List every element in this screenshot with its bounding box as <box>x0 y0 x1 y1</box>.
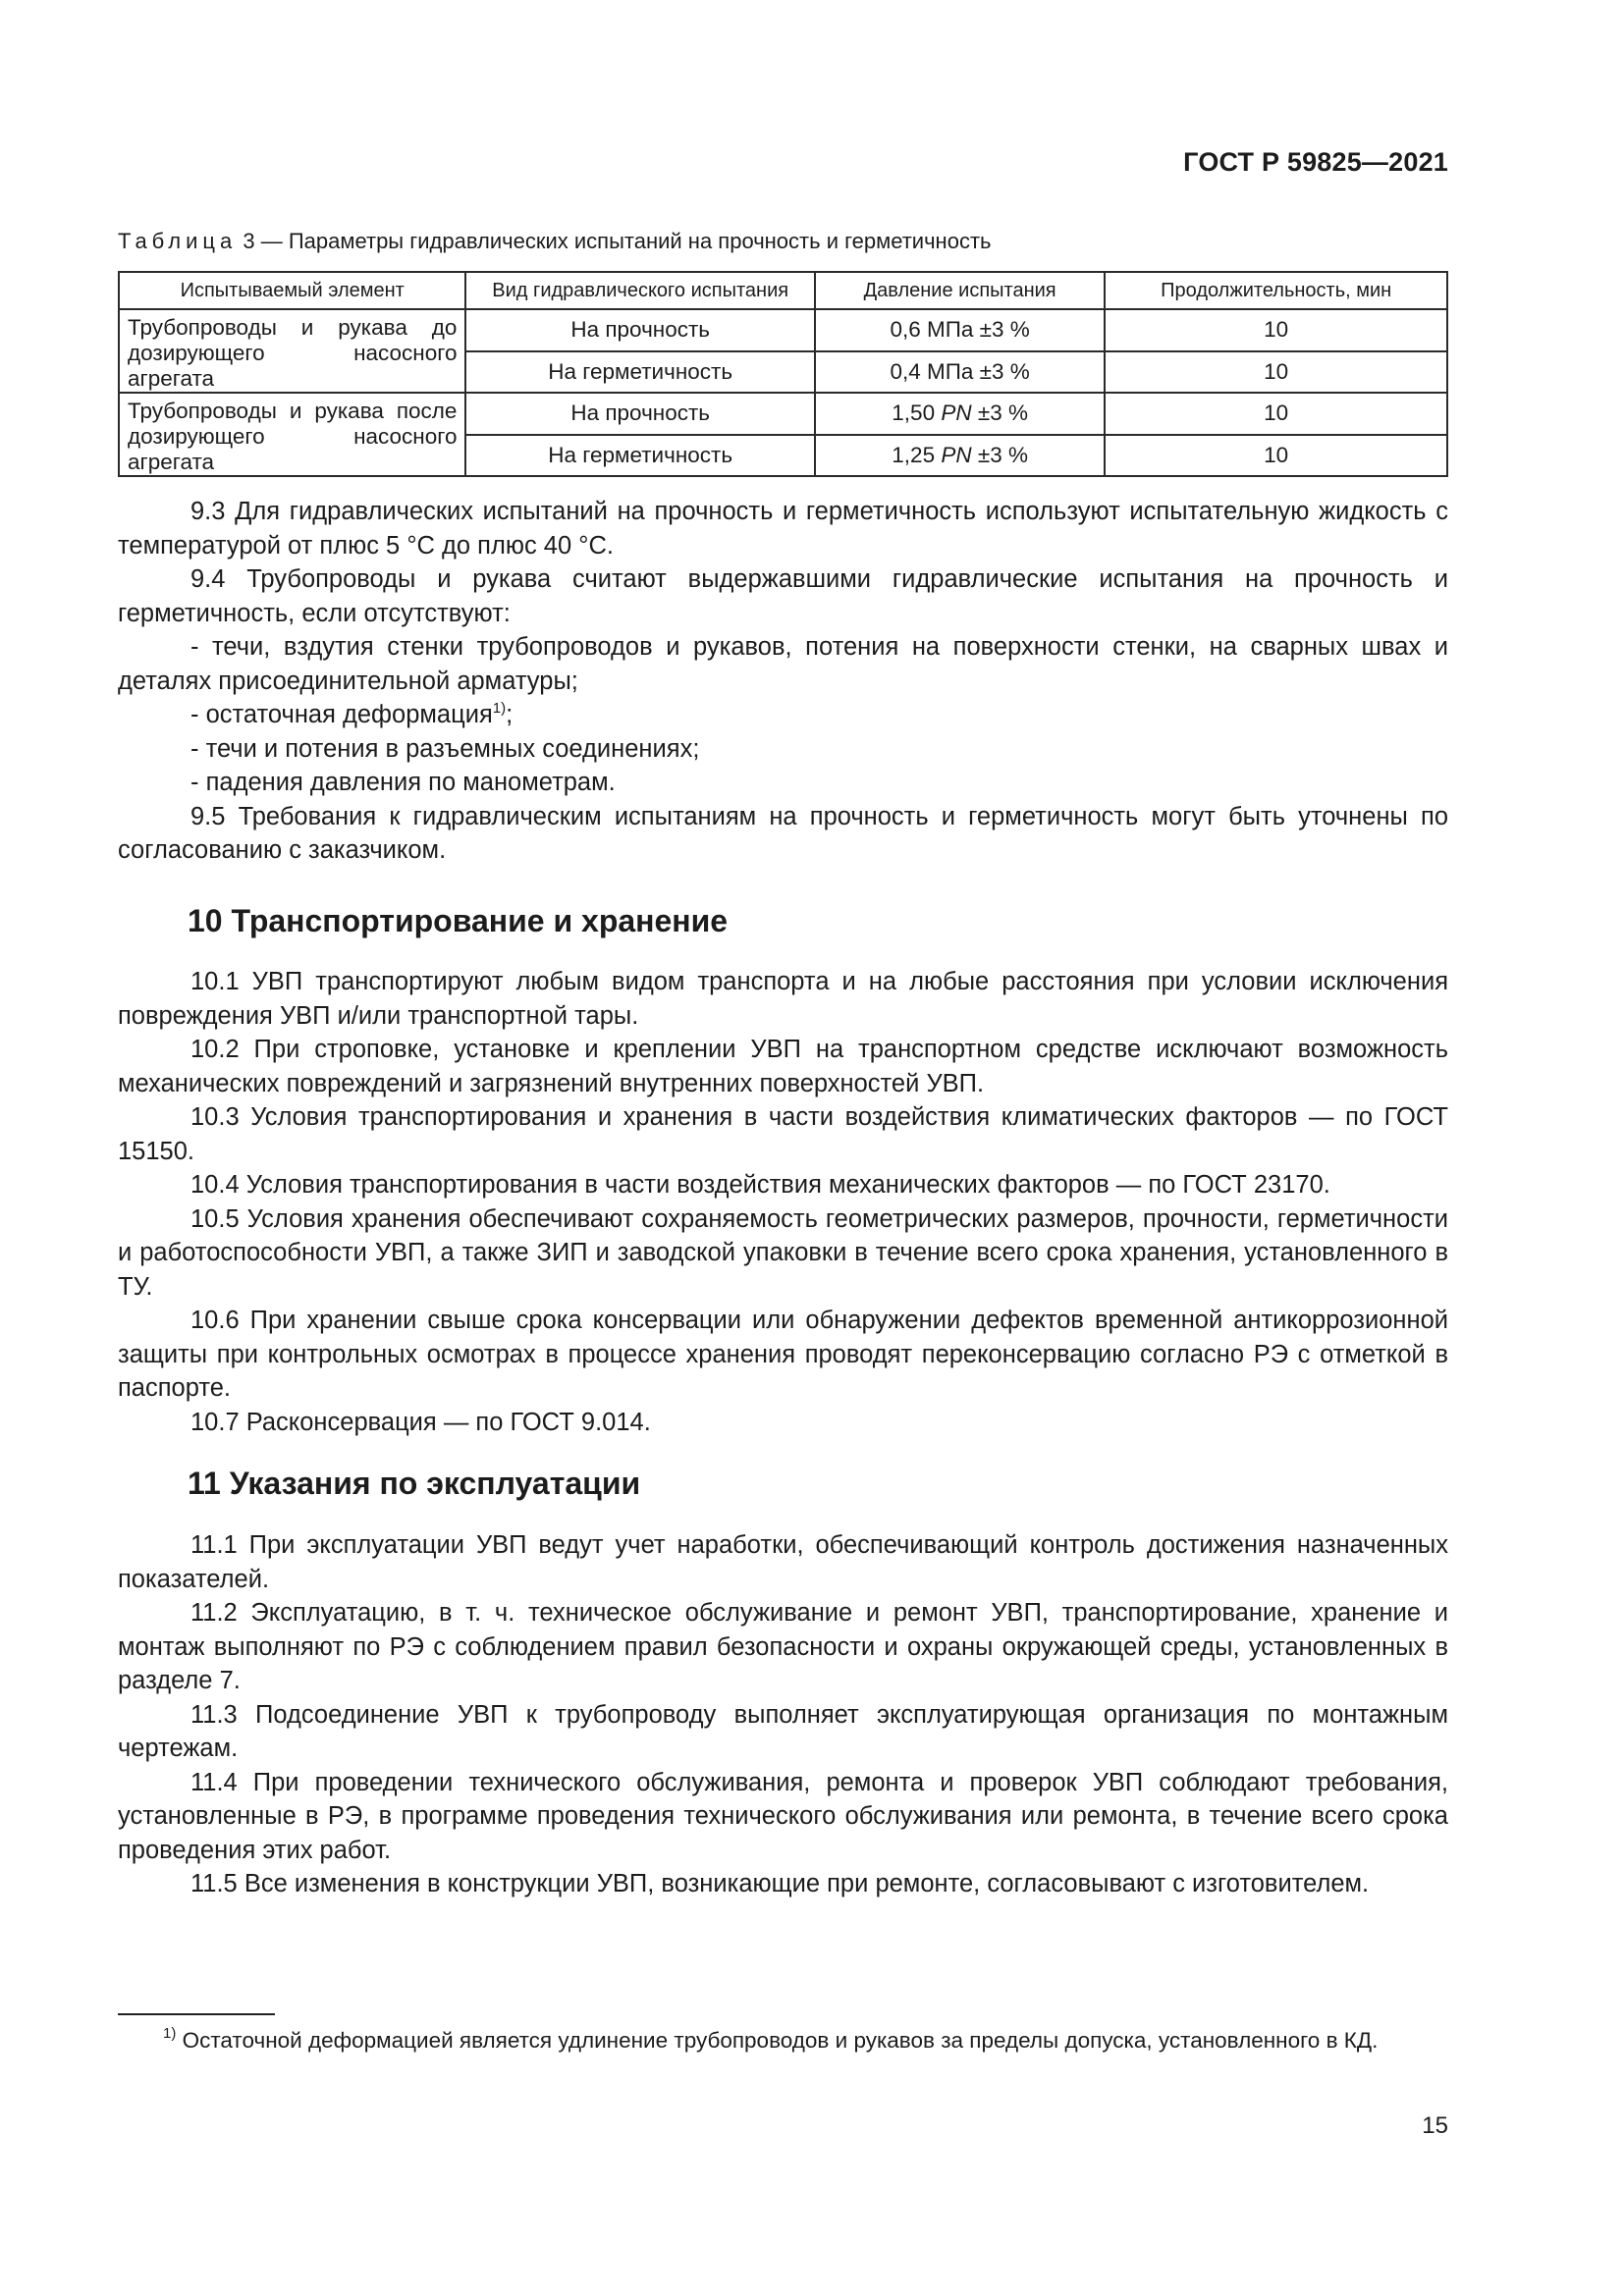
header-cell-test-type: Вид гидравлического испытания <box>465 272 814 309</box>
header-cell-pressure: Давление испытания <box>815 272 1105 309</box>
pressure-number: 1,50 <box>892 400 942 426</box>
pressure-number: 1,25 <box>892 442 942 467</box>
paragraph-11-4: 11.4 При проведении технического обслуживания, ремонта и проверок УВП соблюдают требования, установленные в РЭ, в программе проведения технического обслуживания или ремонта, в течение всего срока проведения этих работ. <box>118 1768 1448 1864</box>
paragraph-10-7: 10.7 Расконсервация — по ГОСТ 9.014. <box>190 1408 651 1436</box>
section-11-text <box>118 1528 1448 1901</box>
table-caption-text: 3 — Параметры гидравлических испытаний на прочность и герметичность <box>237 229 992 253</box>
document-code: ГОСТ Р 59825—2021 <box>1183 147 1448 177</box>
list-item: - течи и потения в разъемных соединениях; <box>190 734 700 763</box>
paragraph-11-3: 11.3 Подсоединение УВП к трубопроводу выполняет эксплуатирующая организация по монтажным чертежам. <box>118 1700 1448 1762</box>
paragraph-10-1: 10.1 УВП транспортируют любым видом транспорта и на любые расстояния при условии исключения повреждения УВП и/или транспортной тары. <box>118 968 1448 1030</box>
list-item-end: ; <box>506 701 514 728</box>
element-cell: Трубопроводы и рукава до дозирующего насосного агрегата <box>119 309 465 393</box>
header-cell-element: Испытываемый элемент <box>119 272 465 309</box>
table-caption <box>118 229 991 254</box>
pressure-pn: PN <box>941 442 972 467</box>
page-number: 15 <box>1422 2112 1448 2139</box>
test-type-cell: На герметичность <box>465 435 814 477</box>
list-item-text: - остаточная деформация <box>190 701 493 728</box>
paragraph-11-2: 11.2 Эксплуатацию, в т. ч. техническое обслуживание и ремонт УВП, транспортирование, хранение и монтаж выполняют по РЭ с соблюдением правил безопасности и охраны окружающей среды, установленных в разделе 7. <box>118 1599 1448 1694</box>
pressure-cell <box>815 435 1105 477</box>
paragraph-9-3: 9.3 Для гидравлических испытаний на прочность и герметичность используют испытательную жидкость с температурой от плюс 5 °С до плюс 40 °С. <box>118 498 1448 560</box>
header-cell-duration: Продолжительность, мин <box>1105 272 1447 309</box>
section-10-text <box>118 965 1448 1439</box>
table-header-row <box>119 272 1447 309</box>
element-cell: Трубопроводы и рукава после дозирующего насосного агрегата <box>119 393 465 476</box>
footnote <box>118 2025 1448 2056</box>
duration-cell: 10 <box>1105 435 1447 477</box>
footnote-marker: 1) <box>163 2025 177 2042</box>
paragraph-10-2: 10.2 При строповке, установке и креплении УВП на транспортном средстве исключают возможность механических повреждений и загрязнений внутренних поверхностей УВП. <box>118 1036 1448 1097</box>
test-type-cell: На прочность <box>465 393 814 435</box>
paragraph-9-5: 9.5 Требования к гидравлическим испытаниям на прочность и герметичность могут быть уточнены по согласованию с заказчиком. <box>118 802 1448 864</box>
pressure-cell: 0,6 МПа ±3 % <box>815 309 1105 351</box>
paragraph-11-1: 11.1 При эксплуатации УВП ведут учет наработки, обеспечивающий контроль достижения назначенных показателей. <box>118 1531 1448 1593</box>
list-item: - падения давления по манометрам. <box>190 769 616 796</box>
list-item: - течи, вздутия стенки трубопроводов и рукавов, потения на поверхности стенки, на сварных швах и деталях присоединительной арматуры; <box>118 633 1448 695</box>
footnote-text: Остаточной деформацией является удлинение трубопроводов и рукавов за пределы допуска, установленного в КД. <box>176 2028 1379 2053</box>
section-10-heading: 10 Транспортирование и хранение <box>188 903 729 938</box>
pressure-pn: PN <box>941 400 972 426</box>
duration-cell: 10 <box>1105 393 1447 435</box>
footnote-reference: 1) <box>492 700 507 717</box>
pressure-tolerance: ±3 % <box>971 400 1028 426</box>
paragraph-10-5: 10.5 Условия хранения обеспечивают сохраняемость геометрических размеров, прочности, герметичности и работоспособности УВП, а также ЗИП и заводской упаковки в течение всего срока хранения, установленного в ТУ. <box>118 1204 1448 1301</box>
pressure-cell <box>815 393 1105 435</box>
duration-cell: 10 <box>1105 309 1447 351</box>
paragraph-9-4: 9.4 Трубопроводы и рукава считают выдержавшими гидравлические испытания на прочность и герметичность, если отсутствуют: <box>118 565 1448 627</box>
section-11-heading: 11 Указания по эксплуатации <box>188 1466 641 1501</box>
list-item <box>118 698 1448 732</box>
paragraph-10-4: 10.4 Условия транспортирования в части воздействия механических факторов — по ГОСТ 23170. <box>190 1171 1330 1199</box>
paragraph-10-3: 10.3 Условия транспортирования и хранения в части воздействия климатических факторов — по ГОСТ 15150. <box>118 1103 1448 1165</box>
test-parameters-table <box>118 271 1448 477</box>
table-row <box>119 393 1447 435</box>
paragraph-11-5: 11.5 Все изменения в конструкции УВП, возникающие при ремонте, согласовывают с изготовителем. <box>190 1870 1370 1897</box>
pressure-cell: 0,4 МПа ±3 % <box>815 351 1105 394</box>
test-type-cell: На герметичность <box>465 351 814 394</box>
duration-cell: 10 <box>1105 351 1447 394</box>
table-caption-label: Таблица <box>118 229 238 253</box>
section-9-text <box>118 495 1448 868</box>
footnote-divider <box>118 2013 275 2015</box>
test-type-cell: На прочность <box>465 309 814 351</box>
paragraph-10-6: 10.6 При хранении свыше срока консервации или обнаружении дефектов временной антикоррозионной защиты при контрольных осмотрах в процессе хранения проводят переконсервацию согласно РЭ с отметкой в паспорте. <box>118 1307 1448 1402</box>
pressure-tolerance: ±3 % <box>971 442 1028 467</box>
table-row <box>119 309 1447 351</box>
